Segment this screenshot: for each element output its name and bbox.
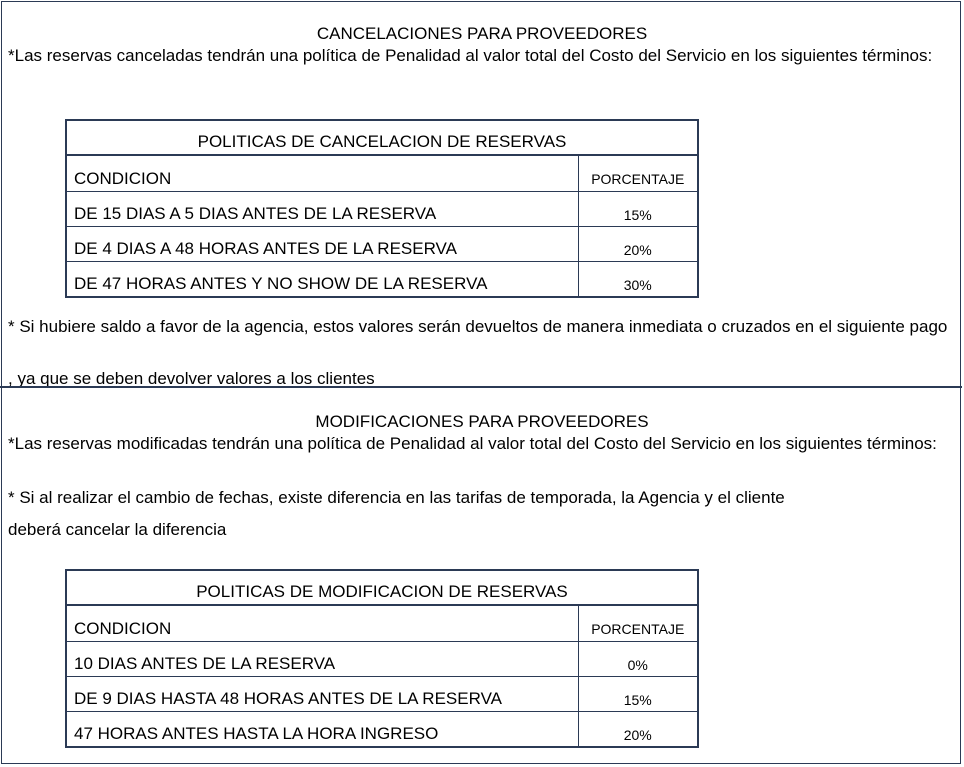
modify-note-line-2: deberá cancelar la diferencia	[8, 520, 227, 539]
section-divider	[0, 386, 962, 388]
percent-cell: 15%	[578, 192, 698, 227]
modify-col-condition: CONDICION	[66, 605, 578, 642]
cancel-refund-note-continued: , ya que se deben devolver valores a los clientes	[8, 369, 375, 388]
modify-table-caption: POLITICAS DE MODIFICACION DE RESERVAS	[66, 570, 698, 605]
modify-note-line-1: * Si al realizar el cambio de fechas, existe diferencia en las tarifas de temporada, la Agencia y el cliente	[8, 488, 785, 507]
table-row	[66, 712, 698, 748]
condition-cell: 47 HORAS ANTES HASTA LA HORA INGRESO	[66, 712, 578, 748]
percent-cell: 20%	[578, 227, 698, 262]
cancel-table-caption: POLITICAS DE CANCELACION DE RESERVAS	[66, 120, 698, 155]
cancel-intro: *Las reservas canceladas tendrán una política de Penalidad al valor total del Costo del Servicio en los siguientes términos:	[8, 46, 933, 65]
table-row	[66, 677, 698, 712]
modify-col-percent: PORCENTAJE	[578, 605, 698, 642]
modify-intro: *Las reservas modificadas tendrán una política de Penalidad al valor total del Costo del Servicio en los siguientes términos:	[8, 434, 937, 453]
cancel-section-title: CANCELACIONES PARA PROVEEDORES	[316, 24, 648, 43]
percent-cell: 15%	[578, 677, 698, 712]
cancel-refund-note: * Si hubiere saldo a favor de la agencia, estos valores serán devueltos de manera inmediata o cruzados en el siguiente pago	[8, 317, 948, 336]
table-row	[66, 227, 698, 262]
condition-cell: DE 4 DIAS A 48 HORAS ANTES DE LA RESERVA	[66, 227, 578, 262]
condition-cell: DE 15 DIAS A 5 DIAS ANTES DE LA RESERVA	[66, 192, 578, 227]
cancel-policy-table	[65, 119, 699, 298]
percent-cell: 30%	[578, 262, 698, 298]
cancel-col-condition: CONDICION	[66, 155, 578, 192]
table-row	[66, 192, 698, 227]
condition-cell: DE 9 DIAS HASTA 48 HORAS ANTES DE LA RESERVA	[66, 677, 578, 712]
modify-section-title: MODIFICACIONES PARA PROVEEDORES	[315, 412, 649, 431]
percent-cell: 0%	[578, 642, 698, 677]
cancel-col-percent: PORCENTAJE	[578, 155, 698, 192]
condition-cell: 10 DIAS ANTES DE LA RESERVA	[66, 642, 578, 677]
modify-policy-table	[65, 569, 699, 748]
table-row	[66, 642, 698, 677]
percent-cell: 20%	[578, 712, 698, 748]
condition-cell: DE 47 HORAS ANTES Y NO SHOW DE LA RESERVA	[66, 262, 578, 298]
table-row	[66, 262, 698, 298]
